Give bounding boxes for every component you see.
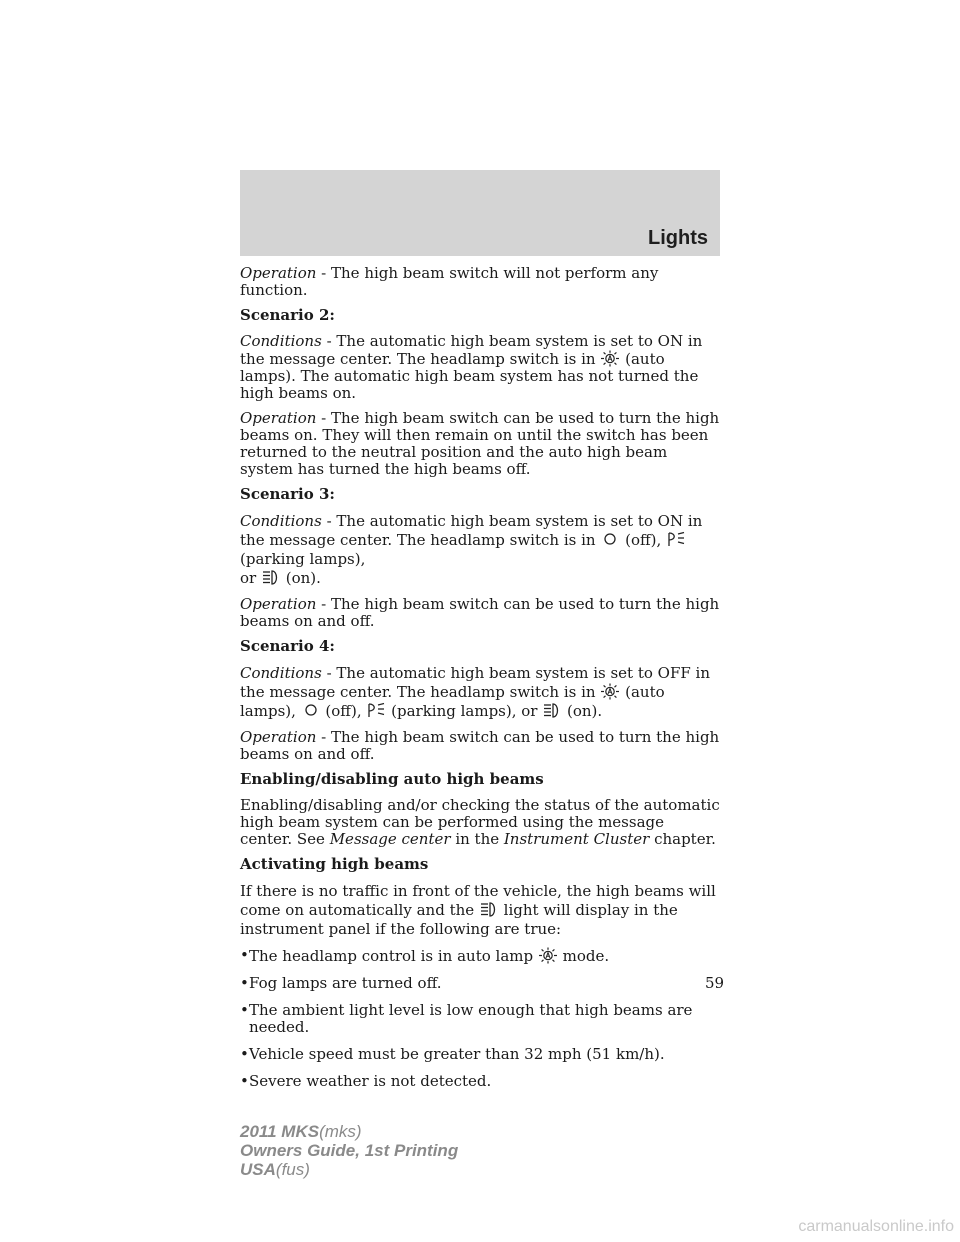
list-item: • Fog lamps are turned off. [240, 975, 720, 992]
auto-lamp-icon [538, 947, 558, 964]
enabling-text: Enabling/disabling and/or checking the status of the automatic high beam system can be performed using the message center. See Message center in the Instrument Cluster chapter. [240, 796, 720, 848]
scenario1-operation: Operation - The high beam switch will not perform any function. [240, 264, 659, 299]
activating-text: If there is no traffic in front of the vehicle, the high beams will come on automatically and the light will display in the instrument panel if the following are true: [240, 882, 716, 938]
section-title: Lights [648, 227, 708, 249]
scenario4-heading: Scenario 4: [240, 637, 335, 655]
list-item: • The headlamp control is in auto lamp mode. [240, 947, 720, 965]
scenario4-conditions: Conditions - The automatic high beam system is set to OFF in the message center. The headlamp switch is in (auto lamps), (off), (parking lamps), or (on). [240, 664, 711, 720]
scenario3-conditions: Conditions - The automatic high beam system is set to ON in the message center. The headlamp switch is in (off), (parking lamps), or (on). [240, 512, 703, 587]
conditions-list [240, 947, 720, 1090]
activating-heading: Activating high beams [240, 855, 429, 873]
headlamp-off-icon [600, 531, 620, 548]
page-number: 59 [705, 974, 725, 992]
message-center-reference: Message center [329, 830, 451, 848]
parking-lamp-icon [366, 702, 386, 719]
auto-lamp-icon [600, 683, 620, 700]
scenario2-operation: Operation - The high beam switch can be used to turn the high beams on. They will then remain on until the switch has been returned to the neutral position and the auto high beam system has turned the high beams off. [240, 409, 720, 478]
list-item: • The ambient light level is low enough that high beams are needed. [240, 1002, 720, 1036]
scenario3-operation: Operation - The high beam switch can be used to turn the high beams on and off. [240, 595, 720, 630]
parking-lamp-icon [666, 531, 686, 548]
scenario4-operation: Operation - The high beam switch can be used to turn the high beams on and off. [240, 728, 720, 763]
enabling-heading: Enabling/disabling auto high beams [240, 770, 544, 788]
footer-line-3: USA(fus) [240, 1160, 310, 1179]
page-content [240, 265, 720, 1100]
headlamp-off-icon [301, 702, 321, 719]
instrument-cluster-reference: Instrument Cluster [503, 830, 650, 848]
document-footer [240, 1122, 458, 1179]
watermark: carmanualsonline.info [798, 1218, 954, 1235]
footer-line-2: Owners Guide, 1st Printing [240, 1141, 459, 1160]
high-beam-indicator-icon [479, 901, 499, 918]
scenario2-heading: Scenario 2: [240, 306, 335, 324]
auto-lamp-icon [600, 350, 620, 367]
headlamp-on-icon [542, 702, 562, 719]
section-header [240, 170, 720, 256]
list-item: • Severe weather is not detected. [240, 1073, 720, 1090]
scenario2-conditions: Conditions - The automatic high beam system is set to ON in the message center. The headlamp switch is in (auto lamps). The automatic high beam system has not turned the high beams on. [240, 332, 703, 402]
list-item: • Vehicle speed must be greater than 32 mph (51 km/h). [240, 1046, 720, 1063]
scenario3-heading: Scenario 3: [240, 485, 335, 503]
headlamp-on-icon [261, 569, 281, 586]
footer-line-1: 2011 MKS(mks) [240, 1122, 362, 1141]
